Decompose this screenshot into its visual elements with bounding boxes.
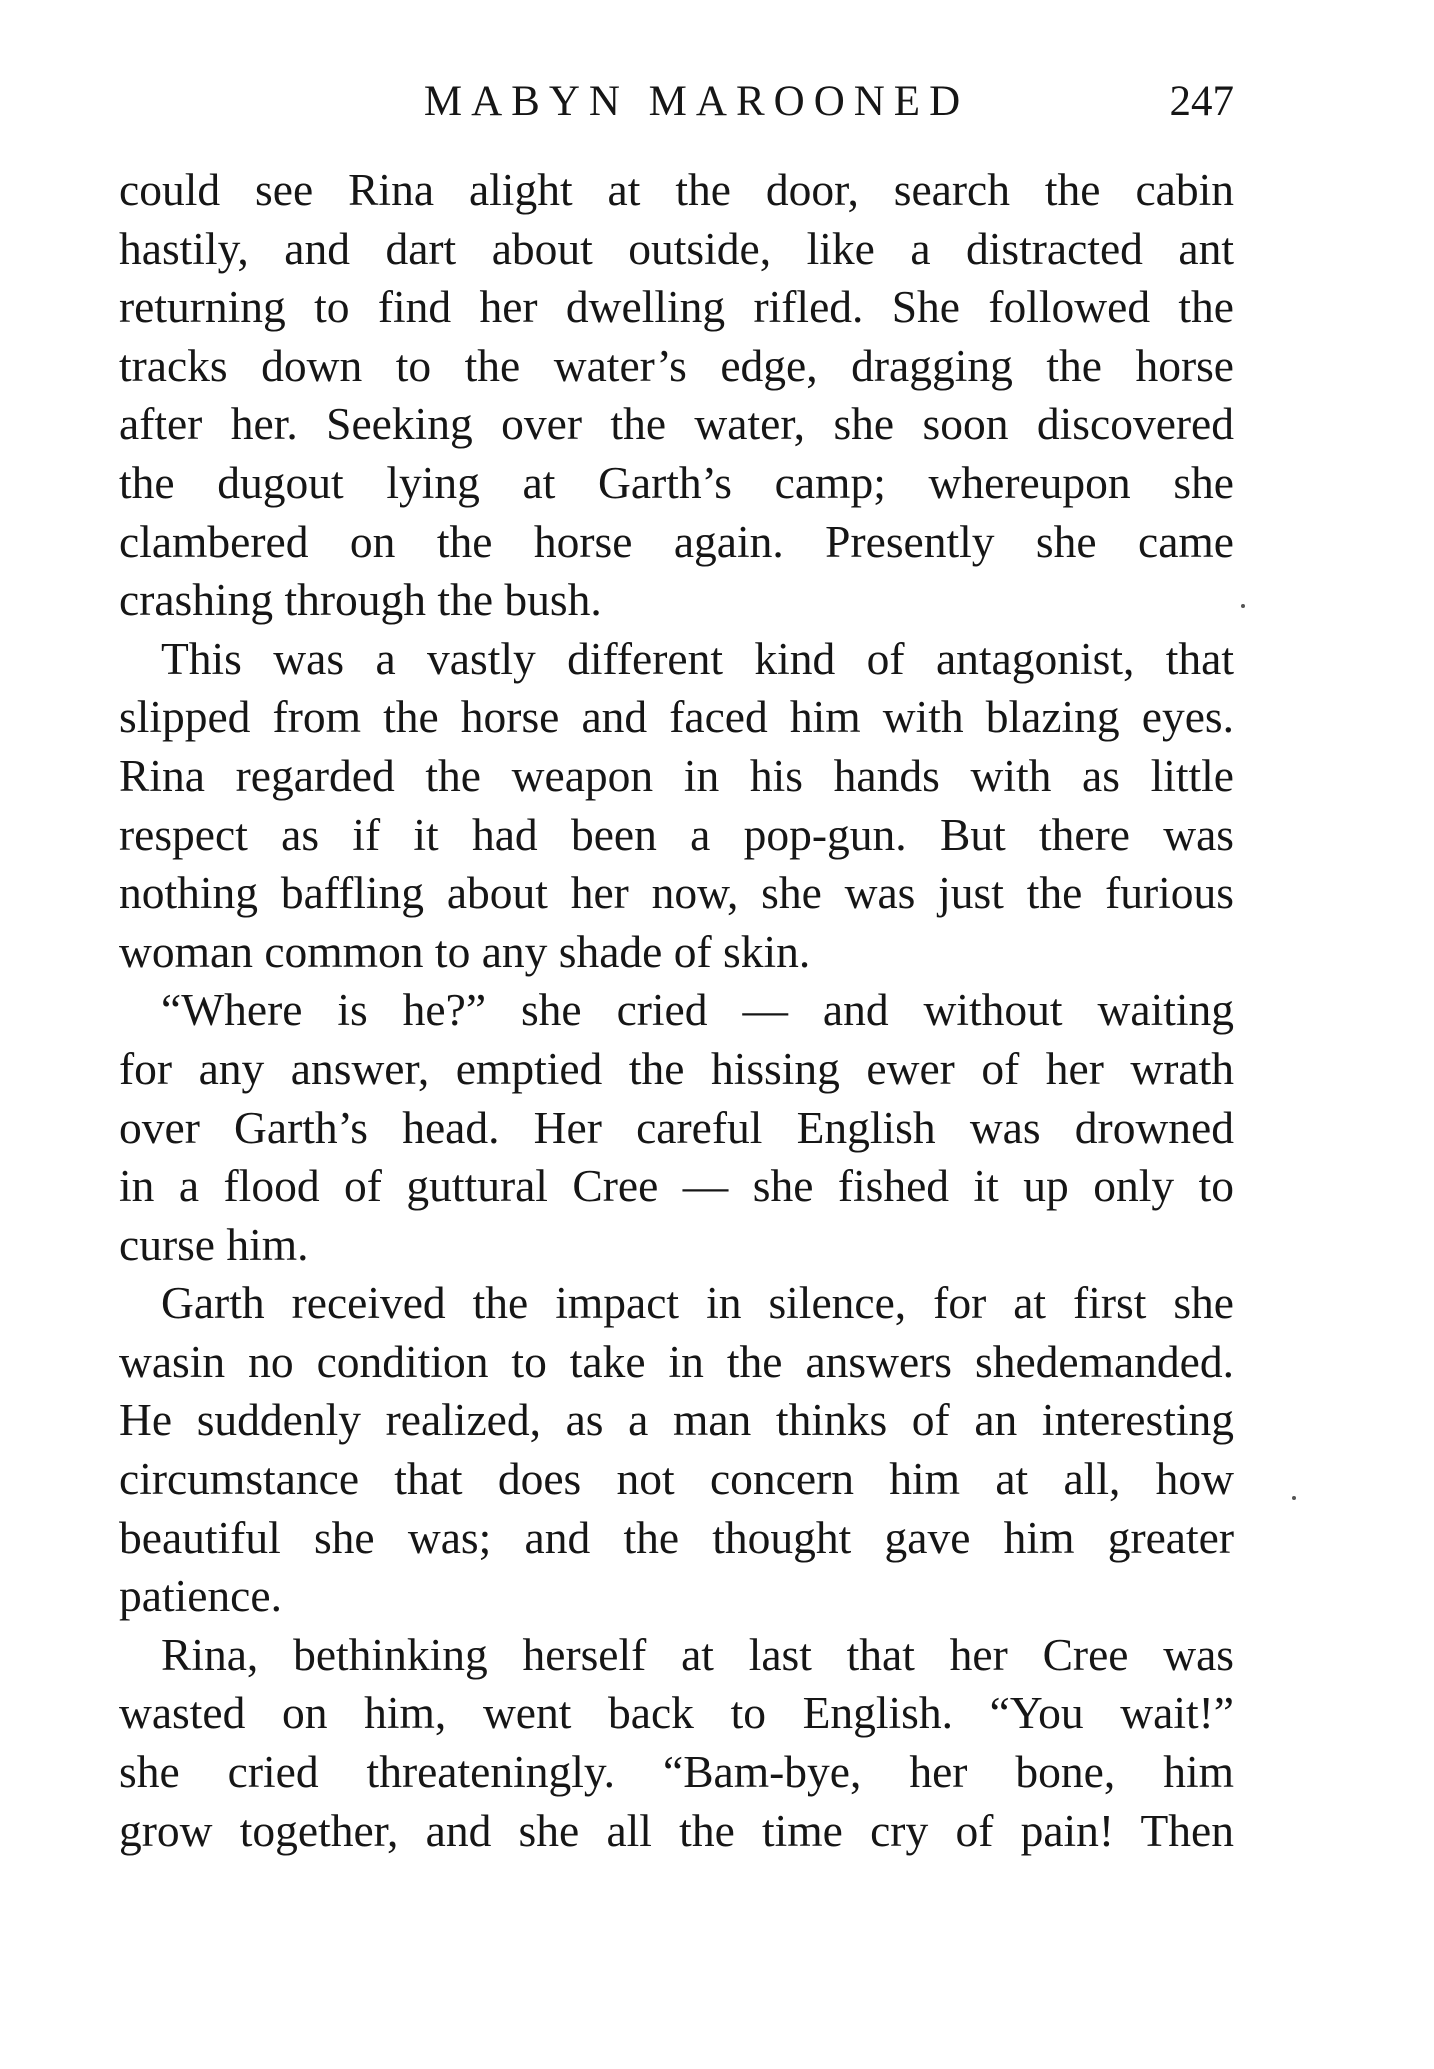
text-line: in a flood of guttural Cree — she fished it up only to [119,1160,1234,1212]
text-line: clambered on the horse again. Presently she came [119,515,1234,567]
paragraph-first-line: Garth received the impact in silence, for at first she [161,1277,1234,1329]
running-title: MABYN MAROONED [423,78,970,125]
text-line: woman common to any shade of skin. [119,925,811,977]
paragraph-first-line: “Where is he?” she cried — and without waiting [161,984,1234,1036]
text-line: over Garth’s head. Her careful English was drowned [119,1101,1234,1153]
text-line: crashing through the bush. [119,574,602,626]
text-line: returning to find her dwelling rifled. She followed the [119,281,1234,333]
page-number: 247 [1169,78,1234,125]
text-line: tracks down to the water’s edge, dragging the horse [119,339,1234,391]
paragraph-first-line: Rina, bethinking herself at last that her Cree was [161,1628,1234,1680]
text-line: circumstance that does not concern him at all, how [119,1453,1234,1505]
ink-speck [1292,1496,1296,1500]
text-line: nothing baffling about her now, she was just the furious [119,867,1234,919]
text-line: hastily, and dart about outside, like a distracted ant [119,222,1234,274]
text-line: the dugout lying at Garth’s camp; whereupon she [119,456,1234,508]
ink-speck [1241,604,1245,608]
text-line: after her. Seeking over the water, she soon discovered [119,398,1234,450]
text-line: He suddenly realized, as a man thinks of an interesting [119,1394,1234,1446]
text-line: patience. [119,1570,282,1622]
text-line: for any answer, emptied the hissing ewer of her wrath [119,1042,1234,1094]
text-line: she cried threateningly. “Bam-bye, her bone, him [119,1746,1234,1798]
text-line: wasin no condition to take in the answers shedemanded. [119,1335,1234,1387]
paragraph-first-line: This was a vastly different kind of antagonist, that [161,632,1234,684]
text-line: curse him. [119,1218,309,1270]
text-line: Rina regarded the weapon in his hands with as little [119,749,1234,801]
text-line: wasted on him, went back to English. “You wait!” [119,1687,1234,1739]
text-line: could see Rina alight at the door, search the cabin [119,164,1234,215]
text-line: grow together, and she all the time cry of pain! Then [119,1804,1234,1856]
page-header [119,72,1234,132]
text-line: respect as if it had been a pop-gun. But there was [119,808,1234,860]
body-text [119,161,1234,1860]
text-line: beautiful she was; and the thought gave him greater [119,1511,1234,1563]
text-line: slipped from the horse and faced him with blazing eyes. [119,691,1234,743]
